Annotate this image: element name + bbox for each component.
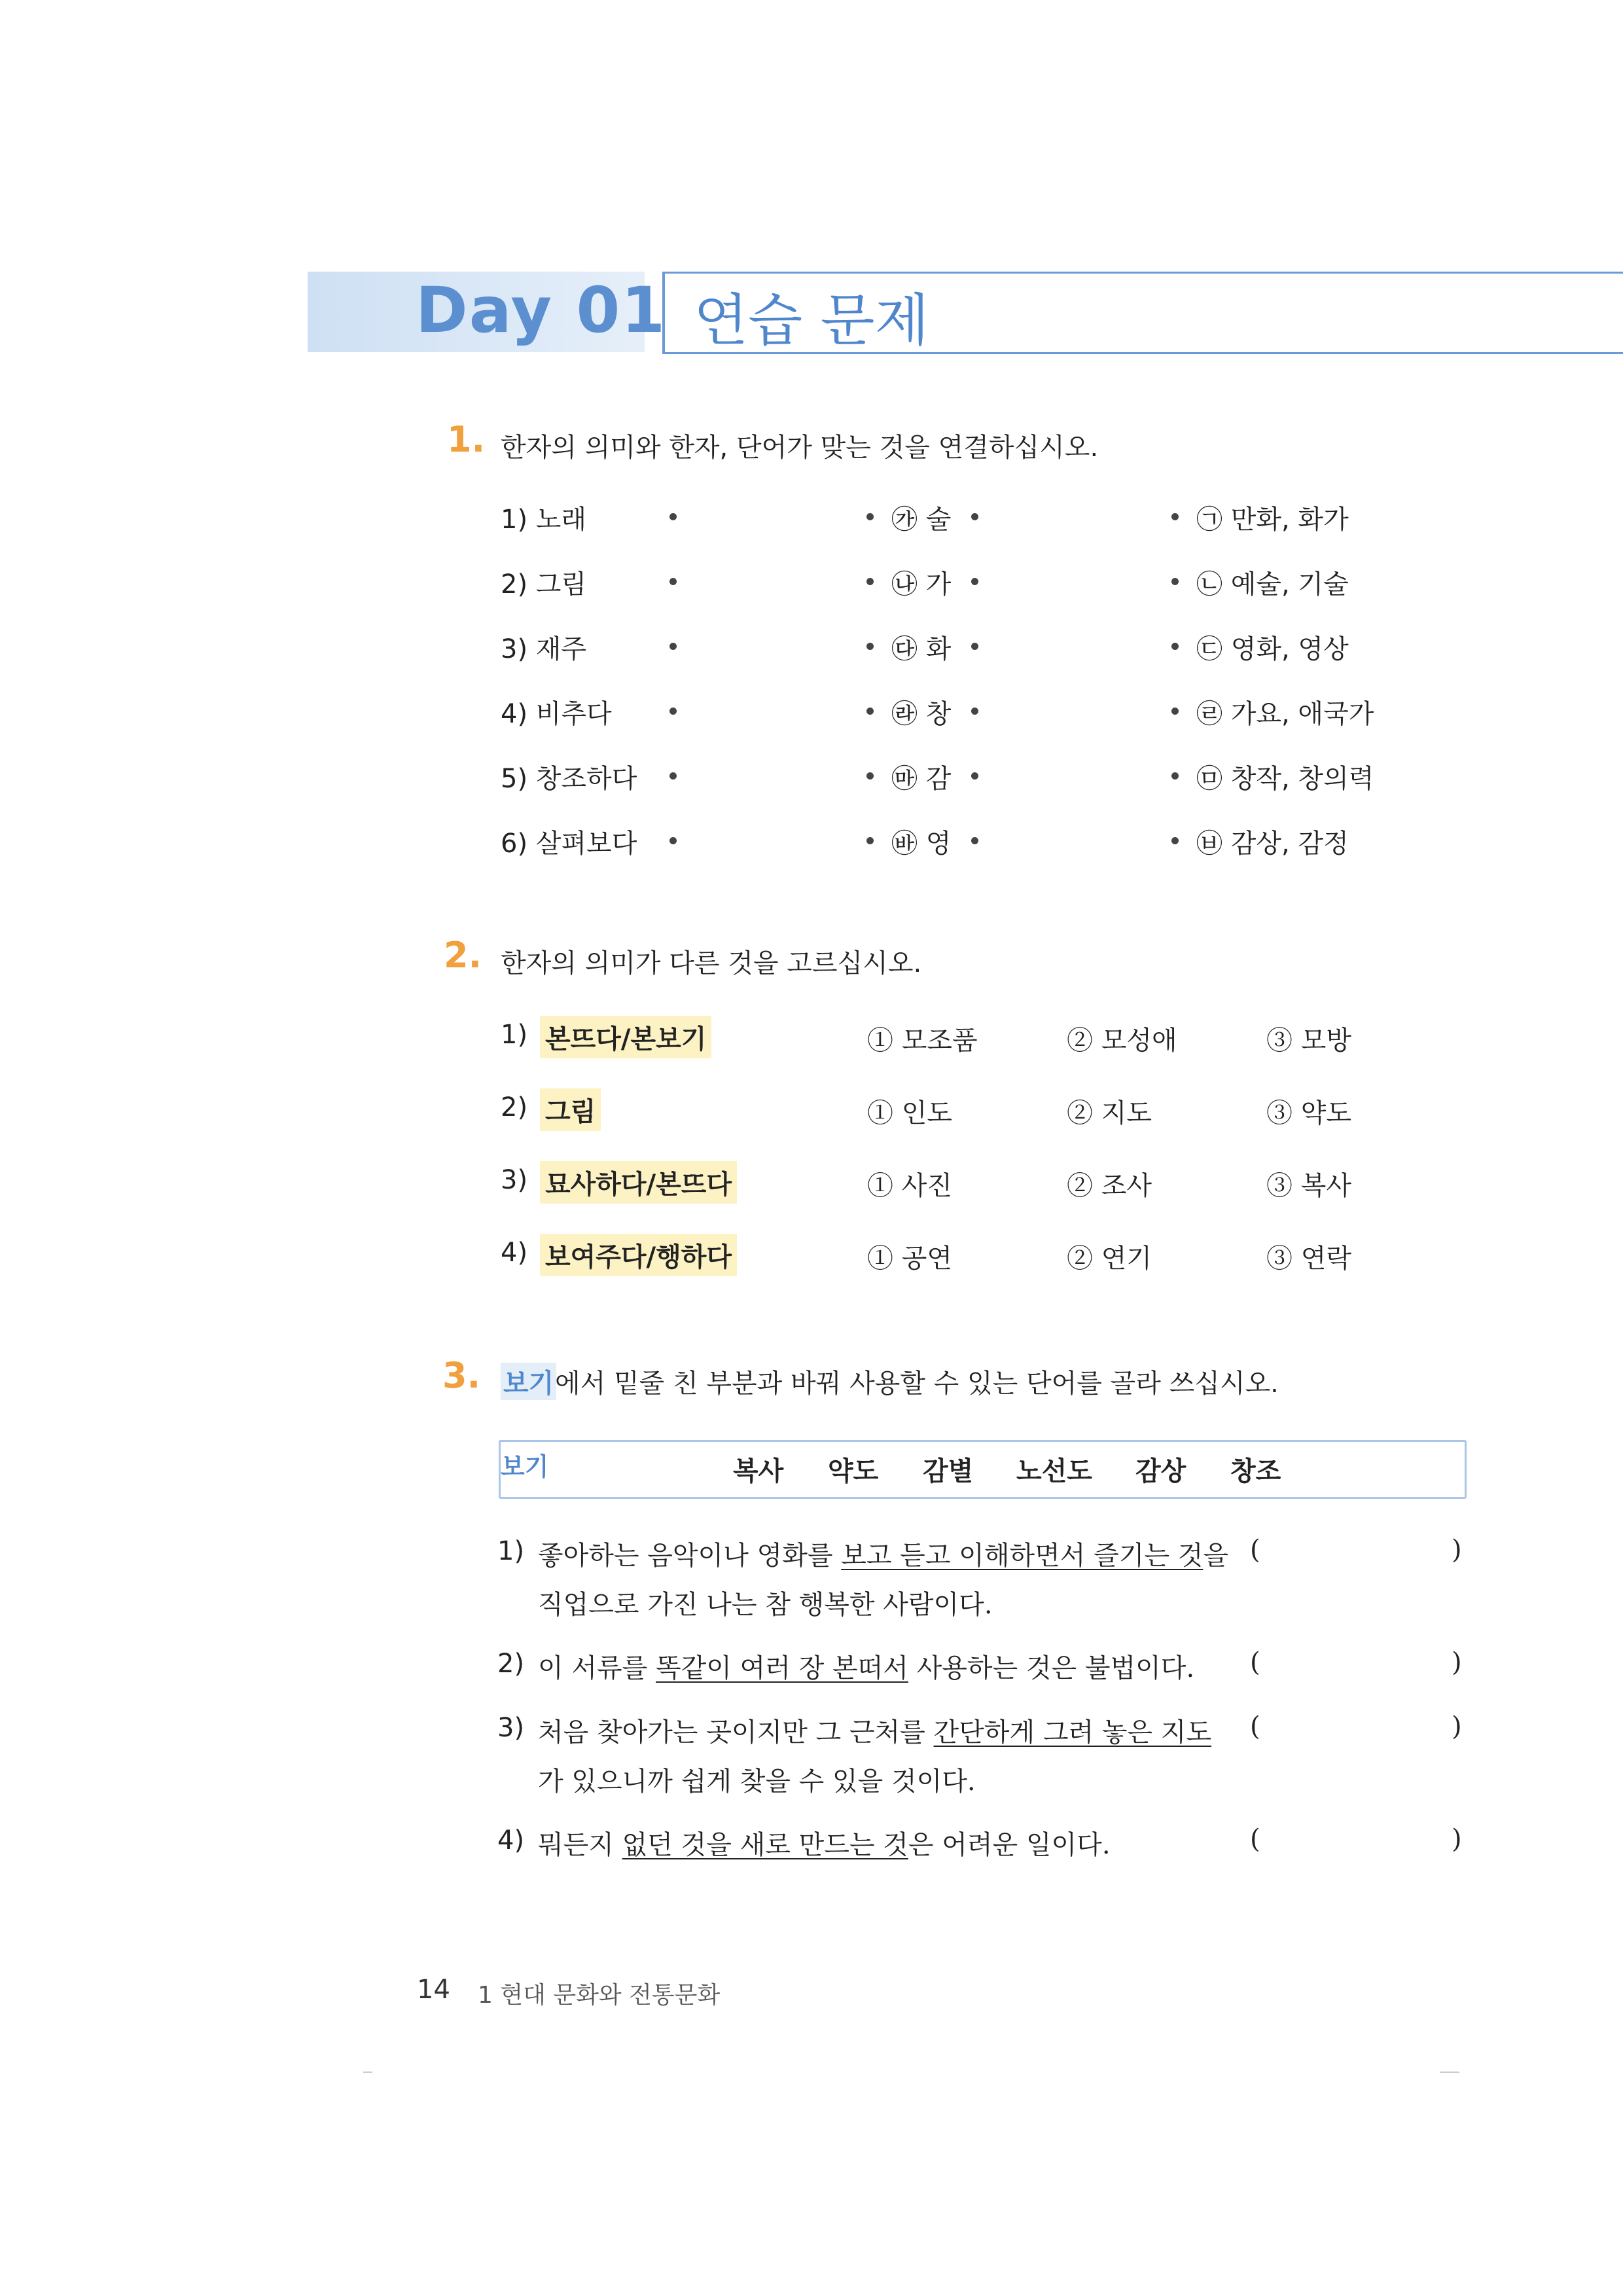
q1-left-item: 6) 살펴보다	[501, 829, 637, 859]
q1-mid-dot-right[interactable]	[971, 513, 978, 520]
q1-left-dot[interactable]	[669, 772, 677, 780]
q2-option-3[interactable]: ③ 복사	[1266, 1171, 1351, 1201]
q1-left-item: 5) 창조하다	[501, 764, 637, 794]
q1-left-dot[interactable]	[669, 837, 677, 844]
q1-mid-dot-right[interactable]	[971, 578, 978, 585]
answer-blank[interactable]	[1273, 1708, 1443, 1748]
q3-item-line: 뭐든지 없던 것을 새로 만드는 것은 어려운 일이다.	[538, 1830, 1111, 1860]
q1-mid-dot-left[interactable]	[866, 772, 874, 780]
answer-paren-open: (	[1250, 1535, 1260, 1565]
q2-number: 2.	[444, 935, 482, 976]
q2-option-1[interactable]: ① 인도	[867, 1098, 952, 1128]
q1-mid-dot-left[interactable]	[866, 513, 874, 520]
q1-right-dot[interactable]	[1171, 772, 1179, 780]
q1-right-item: ㉢ 영화, 영상	[1196, 634, 1349, 664]
answer-paren-close: )	[1452, 1647, 1462, 1677]
answer-paren-close: )	[1452, 1824, 1462, 1854]
answer-blank[interactable]	[1273, 1532, 1443, 1571]
q1-middle-item: ㉮ 술	[891, 505, 952, 535]
answer-paren-close: )	[1452, 1712, 1462, 1742]
bogi-label: 보기	[501, 1452, 549, 1481]
q3-item-line: 직업으로 가진 나는 참 행복한 사람이다.	[538, 1590, 993, 1620]
q2-keyword: 그림	[540, 1088, 601, 1131]
chapter-title: 1 현대 문화와 전통문화	[478, 1982, 721, 2009]
q1-number: 1.	[447, 419, 486, 460]
q3-item-number: 4)	[497, 1825, 525, 1856]
q1-left-dot[interactable]	[669, 643, 677, 650]
bogi-word: 복사	[733, 1456, 784, 1486]
q1-left-item: 4) 비추다	[501, 699, 612, 729]
q2-option-2[interactable]: ② 연기	[1067, 1244, 1152, 1274]
q1-right-dot[interactable]	[1171, 708, 1179, 715]
q1-middle-item: ㉰ 화	[891, 634, 952, 664]
q1-middle-item: ㉱ 창	[891, 699, 952, 729]
q1-left-item: 2) 그림	[501, 569, 587, 600]
q1-right-item: ㉣ 가요, 애국가	[1196, 699, 1374, 729]
q1-mid-dot-left[interactable]	[866, 837, 874, 844]
q3-item-line: 가 있으니까 쉽게 찾을 수 있을 것이다.	[538, 1767, 976, 1797]
q2-option-1[interactable]: ① 사진	[867, 1171, 952, 1201]
q1-mid-dot-left[interactable]	[866, 643, 874, 650]
q2-keyword: 묘사하다/본뜨다	[540, 1161, 737, 1204]
q3-instruction: 에서 밑줄 친 부분과 바꿔 사용할 수 있는 단어를 골라 쓰십시오.	[555, 1369, 1279, 1399]
q1-mid-dot-right[interactable]	[971, 837, 978, 844]
answer-blank[interactable]	[1273, 1821, 1443, 1860]
q2-keyword: 보여주다/행하다	[540, 1234, 737, 1276]
q1-mid-dot-right[interactable]	[971, 643, 978, 650]
answer-paren-close: )	[1452, 1535, 1462, 1565]
q1-middle-item: ㉲ 감	[891, 764, 952, 794]
bogi-word: 창조	[1230, 1456, 1281, 1486]
page-number: 14	[417, 1975, 450, 2005]
q3-item-number: 1)	[497, 1536, 525, 1566]
q1-right-item: ㉡ 예술, 기술	[1196, 569, 1349, 600]
q1-left-dot[interactable]	[669, 708, 677, 715]
q1-right-dot[interactable]	[1171, 643, 1179, 650]
bogi-word: 노선도	[1016, 1456, 1092, 1486]
q2-option-3[interactable]: ③ 모방	[1266, 1026, 1351, 1056]
q1-right-item: ㉤ 창작, 창의력	[1196, 764, 1374, 794]
q1-instruction: 한자의 의미와 한자, 단어가 맞는 것을 연결하십시오.	[501, 433, 1099, 463]
q1-right-dot[interactable]	[1171, 837, 1179, 844]
q1-left-dot[interactable]	[669, 578, 677, 585]
q1-mid-dot-right[interactable]	[971, 708, 978, 715]
q2-row-number: 1)	[501, 1020, 528, 1050]
q1-middle-item: ㉯ 가	[891, 569, 952, 600]
q3-item-number: 3)	[497, 1713, 525, 1743]
q2-row-number: 2)	[501, 1092, 528, 1122]
q1-left-dot[interactable]	[669, 513, 677, 520]
q1-right-item: ㉠ 만화, 화가	[1196, 505, 1349, 535]
q3-item-number: 2)	[497, 1649, 525, 1679]
q2-keyword: 본뜨다/본보기	[540, 1016, 711, 1058]
q2-row-number: 3)	[501, 1165, 528, 1195]
q1-left-item: 1) 노래	[501, 505, 587, 535]
crop-mark	[363, 2072, 372, 2073]
bogi-word: 약도	[828, 1456, 879, 1486]
answer-paren-open: (	[1250, 1712, 1260, 1742]
q2-option-1[interactable]: ① 공연	[867, 1244, 952, 1274]
q3-item-line: 처음 찾아가는 곳이지만 그 근처를 간단하게 그려 놓은 지도	[538, 1717, 1212, 1748]
q2-option-2[interactable]: ② 지도	[1067, 1098, 1152, 1128]
q3-item-line: 이 서류를 똑같이 여러 장 본떠서 사용하는 것은 불법이다.	[538, 1653, 1195, 1683]
page-title: 연습 문제	[694, 288, 929, 353]
q1-mid-dot-left[interactable]	[866, 578, 874, 585]
q1-right-dot[interactable]	[1171, 513, 1179, 520]
q2-option-1[interactable]: ① 모조품	[867, 1026, 978, 1056]
q2-option-3[interactable]: ③ 약도	[1266, 1098, 1351, 1128]
bogi-word: 감별	[923, 1456, 974, 1486]
q2-option-2[interactable]: ② 조사	[1067, 1171, 1152, 1201]
q3-number: 3.	[442, 1355, 481, 1396]
q2-option-2[interactable]: ② 모성애	[1067, 1026, 1177, 1056]
crop-mark	[1440, 2072, 1459, 2073]
q3-bogi-tag: 보기	[501, 1363, 556, 1400]
q1-mid-dot-left[interactable]	[866, 708, 874, 715]
answer-paren-open: (	[1250, 1824, 1260, 1854]
q1-right-item: ㉥ 감상, 감정	[1196, 829, 1349, 859]
bogi-box	[499, 1440, 1467, 1499]
q1-mid-dot-right[interactable]	[971, 772, 978, 780]
q1-middle-item: ㉳ 영	[891, 829, 952, 859]
answer-paren-open: (	[1250, 1647, 1260, 1677]
q2-row-number: 4)	[501, 1238, 528, 1268]
answer-blank[interactable]	[1273, 1644, 1443, 1683]
q2-instruction: 한자의 의미가 다른 것을 고르십시오.	[501, 948, 922, 978]
bogi-word: 감상	[1135, 1456, 1186, 1486]
day-label: Day 01	[416, 274, 667, 347]
q1-left-item: 3) 재주	[501, 634, 587, 664]
q2-option-3[interactable]: ③ 연락	[1266, 1244, 1351, 1274]
q1-right-dot[interactable]	[1171, 578, 1179, 585]
q3-item-line: 좋아하는 음악이나 영화를 보고 듣고 이해하면서 즐기는 것을	[538, 1541, 1229, 1571]
